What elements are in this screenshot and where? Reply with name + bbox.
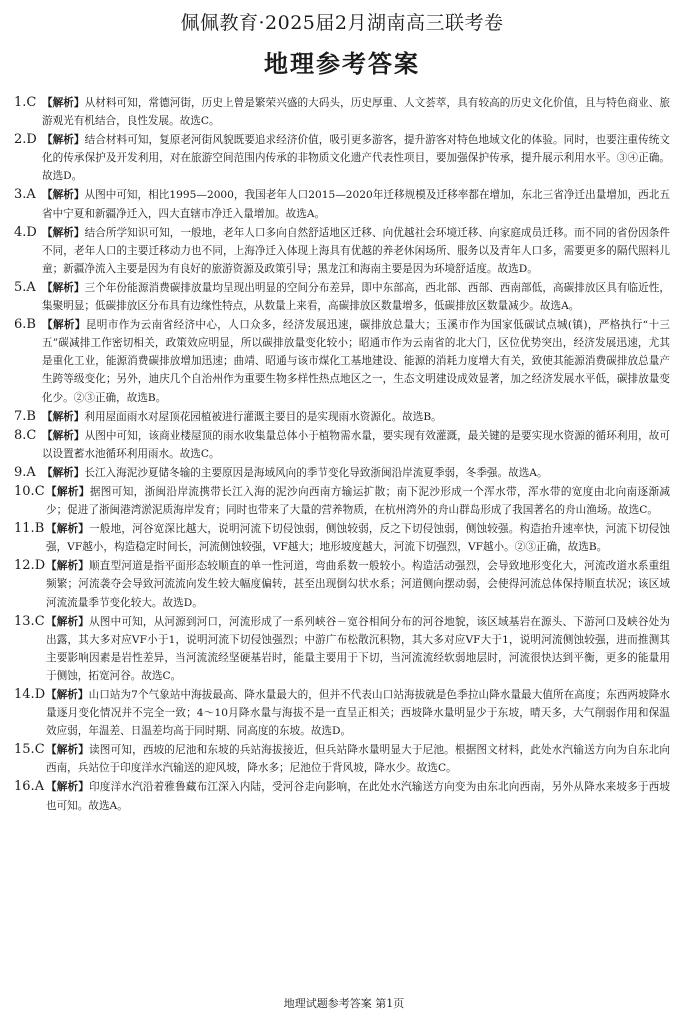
analysis-tag: 【解析】 [42, 189, 85, 202]
answer-item [14, 131, 670, 185]
analysis-tag: 【解析】 [46, 689, 89, 701]
answer-item [14, 483, 670, 519]
analysis-tag: 【解析】 [42, 429, 85, 442]
question-index: 16. [14, 779, 35, 795]
answer-item [14, 557, 670, 611]
analysis-tag: 【解析】 [46, 744, 90, 757]
answer-letter: A [34, 779, 45, 795]
question-index: 9. [14, 464, 27, 480]
explanation-text: 三个年份能源消费碳排放量均呈现出明显的空间分布差异，即中东部高，西北部、西部、西南部低，高碳排放区具有临近性，集聚明显；低碳排放区分布具有边缘性特点，从数量上来看，高碳排放区数量增多，低碳排放区数量减少。故选A。 [42, 281, 671, 313]
answer-explanation [46, 741, 670, 777]
question-number [14, 557, 46, 575]
answer-item [14, 94, 670, 130]
analysis-tag: 【解析】 [42, 226, 85, 239]
answer-letter: A [26, 464, 36, 480]
answer-item [14, 408, 670, 426]
question-number [14, 316, 42, 334]
answer-explanation [46, 520, 670, 556]
question-number [14, 94, 42, 112]
answer-item [14, 224, 670, 278]
answer-list [14, 94, 670, 815]
answer-explanation [42, 186, 670, 222]
answer-explanation [42, 464, 670, 482]
question-number [14, 427, 42, 445]
answer-item [14, 279, 670, 315]
analysis-tag: 【解析】 [42, 97, 85, 109]
explanation-text: 利用屋面雨水对屋顶花园植被进行灌溉主要目的是实现雨水资源化。故选B。 [84, 410, 442, 423]
question-number [14, 741, 46, 759]
analysis-tag: 【解析】 [46, 615, 90, 628]
question-number [14, 483, 46, 501]
question-index: 15. [14, 742, 35, 758]
answer-explanation [42, 94, 670, 130]
question-number [14, 686, 46, 704]
explanation-text: 一般地，河谷宽深比越大，说明河流下切侵蚀弱，侧蚀较弱，反之下切侵蚀弱，侧蚀较强。构造抬升速率快，河流下切侵蚀强，VF越小，构造稳定时间长，河流侧蚀较强，VF越大；地形坡度越大，河流下切强烈，VF越小。②③正确，故选B。 [46, 523, 670, 554]
answer-explanation [42, 427, 670, 463]
answer-letter: B [26, 317, 36, 333]
question-index: 12. [14, 558, 35, 574]
analysis-tag: 【解析】 [42, 410, 85, 423]
question-number [14, 186, 42, 204]
question-index: 14. [14, 687, 35, 702]
answer-item [14, 464, 670, 482]
question-number [14, 131, 42, 149]
answer-letter: C [26, 95, 37, 110]
answer-explanation [46, 613, 670, 685]
analysis-tag: 【解析】 [42, 319, 86, 332]
explanation-text: 从材料可知，常德河街，历史上曾是繁荣兴盛的大码头，历史厚重、人文荟萃，具有较高的历史文化价值，且与特色商业、旅游观光有机结合，良性发展。故选C。 [42, 97, 671, 128]
answer-explanation [42, 279, 670, 315]
analysis-tag: 【解析】 [42, 134, 85, 147]
explanation-text: 从图中可知，该商业楼屋顶的雨水收集量总体小于植物需水量，要实现有效灌溉，最关键的是要实现水资源的循环利用，故可以设置蓄水池循环利用雨水。故选C。 [42, 429, 671, 460]
question-index: 10. [14, 483, 35, 499]
question-index: 6. [14, 317, 27, 333]
question-index: 13. [14, 613, 35, 629]
question-index: 7. [14, 408, 27, 424]
page-footer: 地理试题参考答案 第1页 [283, 997, 405, 1010]
question-number [14, 778, 46, 796]
question-index: 8. [14, 427, 27, 443]
explanation-text: 长江入海泥沙夏储冬输的主要原因是海域风向的季节变化导致浙闽沿岸流夏季弱，冬季强。故选A。 [84, 466, 548, 479]
explanation-text: 读图可知，西坡的尼池和东坡的兵站海拔接近，但兵站降水量明显大于尼池。根据图文材料，此处水汽输送方向为自东北向西南，兵站位于印度洋水汽输送的迎风坡，降水多；尼池位于背风坡，降水少。故选C。 [46, 744, 670, 775]
answer-item [14, 741, 670, 777]
question-index: 1. [14, 95, 27, 110]
question-number [14, 520, 46, 538]
answer-letter: C [34, 742, 45, 758]
answer-letter: D [34, 558, 46, 574]
question-number [14, 224, 42, 242]
answer-item [14, 316, 670, 406]
answer-explanation [46, 686, 670, 740]
explanation-text: 从图中可知，相比1995—2000，我国老年人口2015—2020年迁移规模及迁移率都在增加，东北三省净迁出量增加，西北五省中宁夏和新疆净迁入，四大直辖市净迁入量增加。故选A。 [42, 189, 670, 220]
answer-explanation [46, 483, 670, 519]
answer-explanation [42, 408, 670, 426]
question-index: 3. [14, 187, 27, 203]
explanation-text: 结合所学知识可知，一般地，老年人口多向自然舒适地区迁移、向优越社会环境迁移、向家庭成员迁移。而不同的省份因条件不同，老年人口的主要迁移动力也不同，上海净迁入体现上海具有优越的养老休闲场所、服务以及青年人口多，需要更多的隔代照料儿童；新疆净流入主要是因为有良好的旅游资源及政策引导；黑龙江和海南主要是因为环境舒适度。故选D。 [42, 226, 671, 275]
question-index: 4. [14, 224, 27, 240]
answer-explanation [46, 778, 670, 814]
explanation-text: 结合材料可知，复原老河街风貌既要追求经济价值，吸引更多游客，提升游客对特色地域文化的体验。同时，也要注重传统文化的传承保护及开发利用，对在旅游空间范围内传承的非物质文化遗产代表性项目，要加强保护传承，提升展示利用水平。③④正确。故选D。 [42, 134, 671, 183]
analysis-tag: 【解析】 [46, 560, 90, 573]
page-title: 地理参考答案 [264, 50, 420, 78]
answer-letter: C [34, 483, 45, 499]
question-number [14, 464, 42, 482]
answer-letter: D [26, 132, 37, 148]
answer-letter: C [34, 613, 45, 629]
answer-item [14, 686, 670, 740]
analysis-tag: 【解析】 [42, 281, 85, 294]
question-number [14, 408, 42, 426]
answer-item [14, 778, 670, 814]
answer-explanation [42, 131, 670, 185]
question-index: 5. [14, 279, 27, 295]
answer-item [14, 427, 670, 463]
analysis-tag: 【解析】 [42, 466, 85, 479]
explanation-text: 山口站为7个气象站中海拔最高、降水量最大的，但并不代表山口站海拔就是色季拉山降水量最大值所在高度；东西两坡降水量逐月变化情况并不完全一致；4～10月降水量与海拔不是一直呈正相关；西坡降水量明显少于东坡，晴天多，大气削弱作用和保温效应弱，年温差、日温差均高于同时期、同高度的东坡。故选D。 [46, 689, 670, 738]
analysis-tag: 【解析】 [46, 523, 90, 536]
explanation-text: 据图可知，浙闽沿岸流携带长江入海的泥沙向西南方输运扩散；南下泥沙形成一个浑水带，浑水带的宽度由北向南逐渐减少；促进了浙闽港湾淤泥质海岸发育；同时也带来了大量的营养物质，在杭州湾外的舟山群岛形成了我国著名的舟山渔场。故选C。 [46, 485, 671, 517]
answer-item [14, 613, 670, 685]
answer-letter: C [26, 427, 37, 443]
answer-letter: A [26, 187, 36, 203]
analysis-tag: 【解析】 [46, 781, 90, 794]
question-number [14, 613, 46, 631]
answer-explanation [42, 316, 670, 406]
answer-letter: B [26, 408, 36, 424]
question-index: 2. [14, 132, 27, 148]
answer-letter: D [34, 687, 46, 702]
analysis-tag: 【解析】 [46, 485, 90, 498]
answer-letter: B [34, 521, 45, 537]
explanation-text: 印度洋水汽沿着雅鲁藏布江深入内陆，受河谷走向影响，在此处水汽输送方向变为由东北向西南，另外从降水来坡多于西坡也可知。故选A。 [46, 781, 670, 812]
answer-explanation [46, 557, 670, 611]
explanation-text: 昆明市作为云南省经济中心，人口众多，经济发展迅速，碳排放总量大；玉溪市作为国家低碳试点城(镇)，严格执行“十三五”碳减排工作密切相关，政策效应明显，所以碳排放量变化较小；昭通市作为云南省的北大门，区位优势突出，经济发展迅速，尤其是重化工业，能源消费碳排放增加迅速；曲靖、昭通与该市煤化工基地建设、能源的消耗力度增大有关，致使其能源消费碳排放总量产生跨等级变化；另外，迪庆几个自治州作为重要生物多样性热点地区之一，生态文明建设成效显著，加之经济发展水平低，碳排放量变化少。②③正确，故选B。 [42, 319, 670, 404]
explanation-text: 从图中可知，从河源到河口，河流形成了一系列峡谷－宽谷相间分布的河谷地貌，该区域基岩在源头、下游河口及峡谷处为出露，其大多对应VF小于1，说明河流下切侵蚀强烈；中游广布松散沉积物，其大多对应VF大于1，说明河流侧蚀较强，进而推测其主要影响因素是岩性差异，当河流流经坚硬基岩时，能量主要用于下切，当河流流经软弱地层时，河流很快达到平衡，更多的能量用于侧蚀，拓宽河谷。故选C。 [46, 615, 670, 682]
answer-item [14, 186, 670, 222]
exam-header: 佩佩教育·2025届2月湖南高三联考卷 [180, 12, 504, 34]
answer-item [14, 520, 670, 556]
answer-letter: D [26, 224, 37, 240]
question-index: 11. [14, 521, 35, 537]
answer-explanation [42, 224, 670, 278]
question-number [14, 279, 42, 297]
answer-letter: A [26, 279, 36, 295]
explanation-text: 顺直型河道是指平面形态较顺直的单一性河道，弯曲系数一般较小。构造活动强烈，会导致地形变化大，河流改道水系重组频繁；河流袭夺会导致河流流向发生较大幅度偏转，甚至出现倒勾状水系；河道侧向摆动弱，会使得河流总体保持顺直状况；该区域河流流量季节变化较大。故选D。 [46, 560, 670, 609]
